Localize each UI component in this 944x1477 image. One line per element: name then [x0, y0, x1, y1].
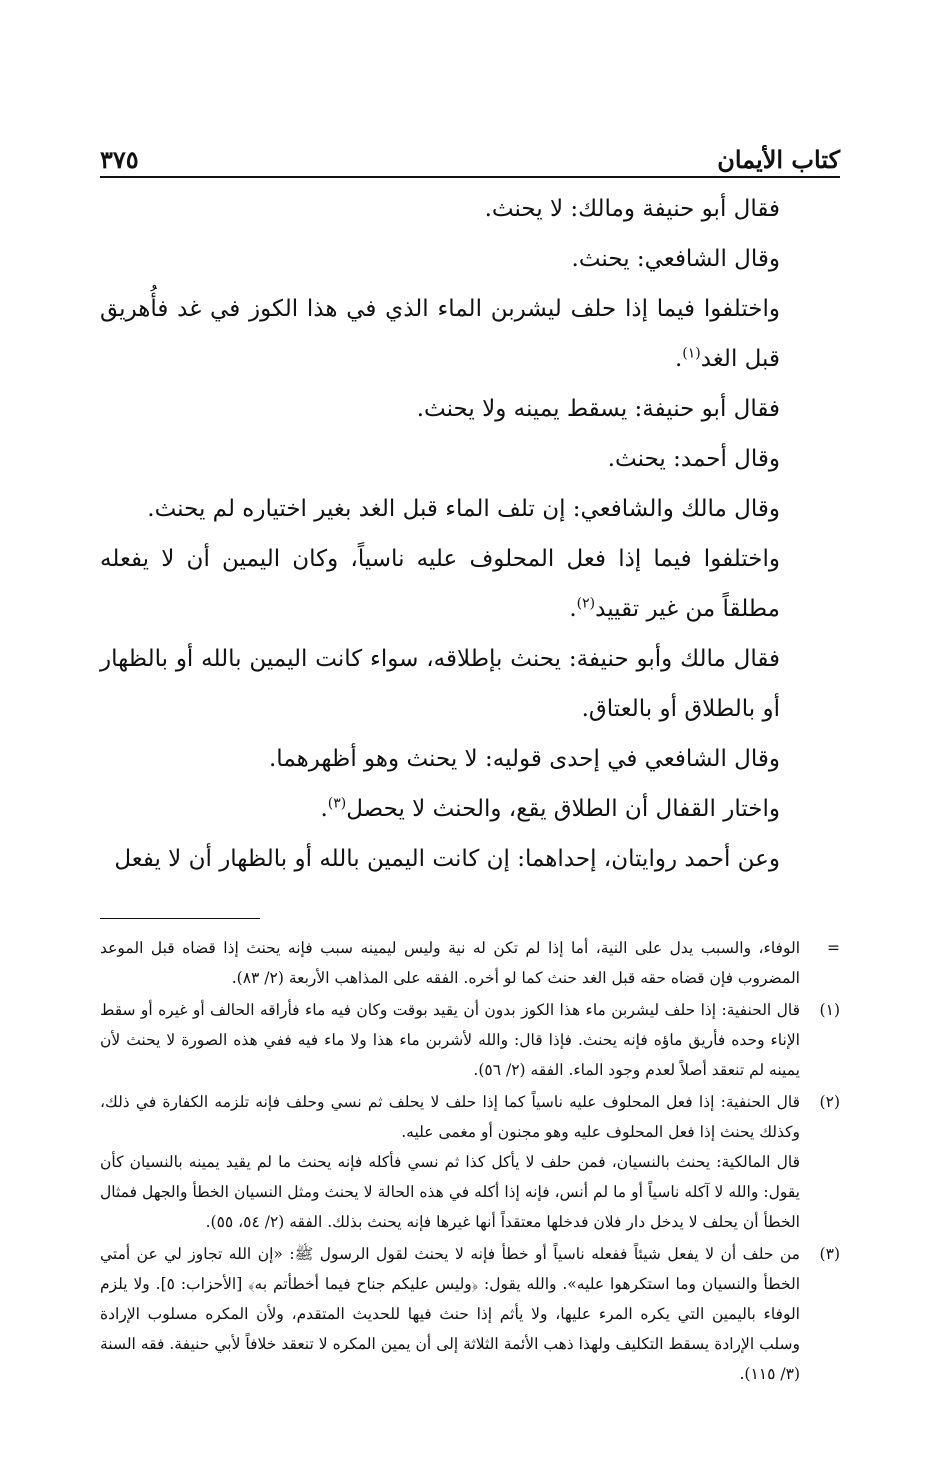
- paragraph-tail: .: [674, 346, 683, 372]
- paragraph-text: واختار القفال أن الطلاق يقع، والحنث لا يحصل: [346, 796, 780, 822]
- paragraph-text: وقال مالك والشافعي: إن تلف الماء قبل الغد بغير اختياره لم يحنث.: [147, 496, 780, 522]
- running-header: [100, 128, 840, 174]
- body-paragraph: [100, 634, 840, 734]
- body-paragraph: [100, 284, 840, 384]
- body-paragraph: [100, 384, 840, 434]
- paragraph-text: واختلفوا فيما إذا فعل المحلوف عليه ناسياً، وكان اليمين أن لا يفعله مطلقاً من غير تقييد: [100, 546, 780, 622]
- footnote-text: [100, 933, 800, 993]
- paragraph-text: فقال أبو حنيفة ومالك: لا يحنث.: [484, 196, 780, 222]
- body-paragraph: [100, 184, 840, 234]
- body-paragraph: [100, 234, 840, 284]
- paragraph-text: واختلفوا فيما إذا حلف ليشربن الماء الذي في هذا الكوز في غد فأُهريق قبل الغد: [100, 296, 780, 372]
- footnote: [100, 995, 840, 1085]
- body-paragraph: [100, 434, 840, 484]
- footnote: [100, 933, 840, 993]
- footnote-paragraph: من حلف أن لا يفعل شيئاً ففعله ناسياً أو خطأ فإنه لا يحنث لقول الرسول ﷺ: «إن الله تجاوز لي عن أمتي الخطأ والنسيان وما استكرهوا عليه». والله يقول: ﴿وليس عليكم جناح فيما أخطأتم به﴾ [الأحزاب: ٥]. ولا يلزم الوفاء باليمين التي يكره المرء عليها، ولا يأثم إذا حنث فيها للحديث المتقدم، ولأن المكره مسلوب الإرادة وسلب الإرادة يسقط التكليف ولهذا ذهب الأئمة الثلاثة إلى أن يمين المكره لا تنعقد خلافاً لأبي حنيفة. فقه السنة (٣/ ١١٥).: [100, 1245, 800, 1383]
- book-page: [100, 128, 840, 1391]
- chapter-title: كتاب الأيمان: [717, 145, 840, 174]
- footnote: [100, 1239, 840, 1389]
- paragraph-tail: .: [320, 796, 328, 822]
- footnotes: [100, 933, 840, 1389]
- paragraph-text: وقال الشافعي في إحدى قوليه: لا يحنث وهو أظهرهما.: [269, 746, 780, 772]
- footnote-mark: (٣): [819, 1245, 840, 1263]
- footnote-reference: (١): [682, 345, 701, 362]
- body-paragraph: [100, 484, 840, 534]
- main-text: [100, 184, 840, 884]
- footnote-mark: (١): [819, 1001, 840, 1019]
- paragraph-text: فقال أبو حنيفة: يسقط يمينه ولا يحنث.: [416, 396, 780, 422]
- body-paragraph: [100, 834, 840, 884]
- header-rule: [100, 176, 840, 178]
- footnote-text: [100, 1087, 800, 1237]
- footnote-separator: [100, 918, 260, 919]
- footnote-mark: (٢): [819, 1093, 840, 1111]
- paragraph-text: وعن أحمد روايتان، إحداهما: إن كانت اليمين بالله أو بالظهار أن لا يفعل: [114, 846, 780, 872]
- footnote-paragraph: قال المالكية: يحنث بالنسيان، فمن حلف لا يأكل كذا ثم نسي فأكله فإنه يحنث ما لم يقيد يمينه بالنسيان كأن يقول: والله لا آكله ناسياً أو ما لم أنس، فإنه إذا أكله في هذه الحالة لا يحنث ومثل النسيان الخطأ والجهل فمثال الخطأ أن يحلف لا يدخل دار فلان فدخلها معتقداً أنها غيرها فإنه يحنث بذلك. الفقه (٢/ ٥٤، ٥٥).: [100, 1153, 800, 1231]
- body-paragraph: [100, 784, 840, 834]
- body-paragraph: [100, 534, 840, 634]
- footnote-reference: (٢): [576, 595, 596, 612]
- paragraph-text: فقال مالك وأبو حنيفة: يحنث بإطلاقه، سواء كانت اليمين بالله أو بالظهار أو بالطلاق أو بالعتاق.: [100, 646, 780, 722]
- footnote-text: [100, 1239, 800, 1389]
- paragraph-tail: .: [569, 596, 577, 622]
- paragraph-text: وقال أحمد: يحنث.: [607, 446, 780, 472]
- footnote-text: [100, 995, 800, 1085]
- body-paragraph: [100, 734, 840, 784]
- paragraph-text: وقال الشافعي: يحنث.: [571, 246, 780, 272]
- footnote-paragraph: قال الحنفية: إذا حلف ليشربن ماء هذا الكوز بدون أن يقيد بوقت وكان فيه ماء فأراقه الحالف أو غيره أو سقط الإناء وحده فأريق ماؤه فإنه يحنث. فإذا قال: والله لأشربن ماء هذا ولا ماء فيه ففي هذه الصورة لا يحنث لأن يمينه لم تنعقد أصلاً لعدم وجود الماء. الفقه (٢/ ٥٦).: [100, 1001, 800, 1079]
- footnote-reference: (٣): [327, 795, 347, 812]
- page-number: ٣٧٥: [100, 145, 139, 174]
- footnote-mark: =: [827, 939, 840, 957]
- footnote-paragraph: الوفاء، والسبب يدل على النية، أما إذا لم تكن له نية وليس ليمينه سبب فإنه يحنث إذا قضاه قبل الموعد المضروب فإن قضاه حقه قبل الغد حنث كما لو أخره. الفقه على المذاهب الأربعة (٢/ ٨٣).: [100, 939, 800, 987]
- footnote-paragraph: قال الحنفية: إذا فعل المحلوف عليه ناسياً كما إذا حلف لا يحلف ثم نسي وحلف فإنه تلزمه الكفارة في ذلك، وكذلك يحنث إذا فعل المحلوف عليه وهو مجنون أو مغمى عليه.: [100, 1093, 800, 1141]
- footnote: [100, 1087, 840, 1237]
